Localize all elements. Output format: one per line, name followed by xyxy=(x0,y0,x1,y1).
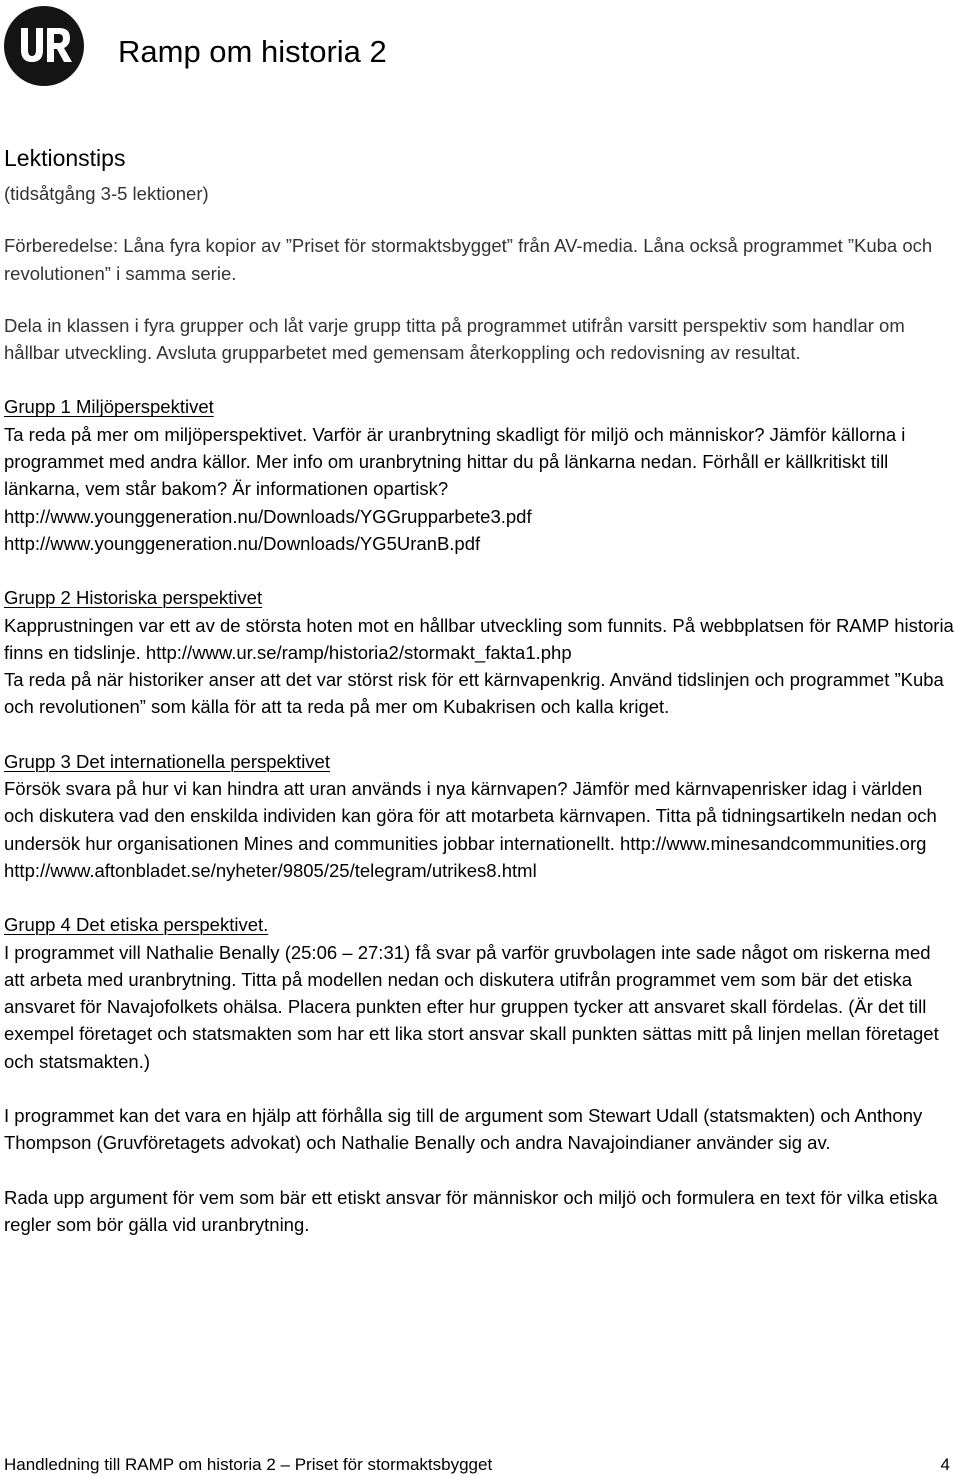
group-3-link-1[interactable]: http://www.aftonbladet.se/nyheter/9805/25/telegram/utrikes8.html xyxy=(4,859,537,881)
page-footer xyxy=(4,1453,950,1477)
page-number: 4 xyxy=(940,1455,950,1474)
group-1-text: Ta reda på mer om miljöperspektivet. Varför är uranbrytning skadligt för miljö och människor? Jämför källorna i programmet med andra källor. Mer info om uranbrytning hittar du på länkarna nedan. Förhåll er källkritiskt till länkarna, vem står bakom? Är informationen opartisk? xyxy=(4,423,906,500)
lektionstips-heading: Lektionstips xyxy=(4,145,126,171)
closing-text-2: Rada upp argument för vem som bär ett etiskt ansvar för människor och miljö och formulera en text för vilka etiska regler som bör gälla vid uranbrytning. xyxy=(4,1186,938,1235)
group-1-link-2[interactable]: http://www.younggeneration.nu/Downloads/YG5UranB.pdf xyxy=(4,532,481,554)
group-4-section xyxy=(4,911,954,1075)
group-2-text-2: Ta reda på när historiker anser att det var störst risk för ett kärnvapenkrig. Använd tidslinjen och programmet ”Kuba och revolutionen” som källa för att ta reda på mer om Kubakrisen och kalla kriget. xyxy=(4,669,944,718)
group-2-heading: Grupp 2 Historiska perspektivet xyxy=(4,587,263,609)
group-2-section xyxy=(4,584,954,720)
closing-text-1: I programmet kan det vara en hjälp att förhålla sig till de argument som Stewart Udall (statsmakten) och Anthony Thompson (Gruvföretagets advokat) och Nathalie Benally och andra Navajoindianer använder sig av. xyxy=(4,1105,923,1154)
main-content xyxy=(4,140,954,1238)
ur-logo-icon xyxy=(4,6,84,86)
group-4-heading: Grupp 4 Det etiska perspektivet. xyxy=(4,914,269,936)
document-title: Ramp om historia 2 xyxy=(118,34,387,69)
preparation-text: Förberedelse: Låna fyra kopior av ”Priset för stormaktsbygget” från AV-media. Låna också programmet ”Kuba och revolutionen” i samma serie. xyxy=(4,235,933,284)
group-1-section xyxy=(4,393,954,557)
group-1-link-1[interactable]: http://www.younggeneration.nu/Downloads/YGGrupparbete3.pdf xyxy=(4,505,532,527)
group-1-heading: Grupp 1 Miljöperspektivet xyxy=(4,396,214,418)
footer-text: Handledning till RAMP om historia 2 – Priset för stormaktsbygget xyxy=(4,1455,493,1474)
group-3-section xyxy=(4,748,954,884)
ur-logo xyxy=(4,6,84,86)
time-estimate: (tidsåtgång 3-5 lektioner) xyxy=(4,183,209,204)
instructions-text: Dela in klassen i fyra grupper och låt varje grupp titta på programmet utifrån varsitt perspektiv som handlar om hållbar utveckling. Avsluta grupparbetet med gemensam återkoppling och redovisning av resultat. xyxy=(4,314,905,364)
group-3-text: Försök svara på hur vi kan hindra att uran används i nya kärnvapen? Jämför med kärnvapenrisker idag i världen och diskutera vad den enskilda individen kan göra för att motarbeta kärnvapen. Titta på tidningsartikeln nedan och undersök hur organisationen Mines and communities jobbar internationellt. http://www.minesandcommunities.org xyxy=(4,778,937,854)
group-2-text-1: Kapprustningen var ett av de största hoten mot en hållbar utveckling som funnits. På webbplatsen för RAMP historia finns en tidslinje. http://www.ur.se/ramp/historia2/stormakt_fakta1.php xyxy=(4,614,954,663)
group-4-text: I programmet vill Nathalie Benally (25:06 – 27:31) få svar på varför gruvbolagen inte sade något om riskerna med att arbeta med uranbrytning. Titta på modellen nedan och diskutera utifrån programmet vem som bär det etiska ansvaret för Navajofolkets ohälsa. Placera punkten efter hur gruppen tycker att ansvaret skall fördelas. (Är det till exempel företaget och statsmakten som har ett lika stort ansvar skall punkten sättas mitt på linjen mellan företaget och statsmakten.) xyxy=(4,941,939,1072)
group-3-heading: Grupp 3 Det internationella perspektivet xyxy=(4,750,330,772)
